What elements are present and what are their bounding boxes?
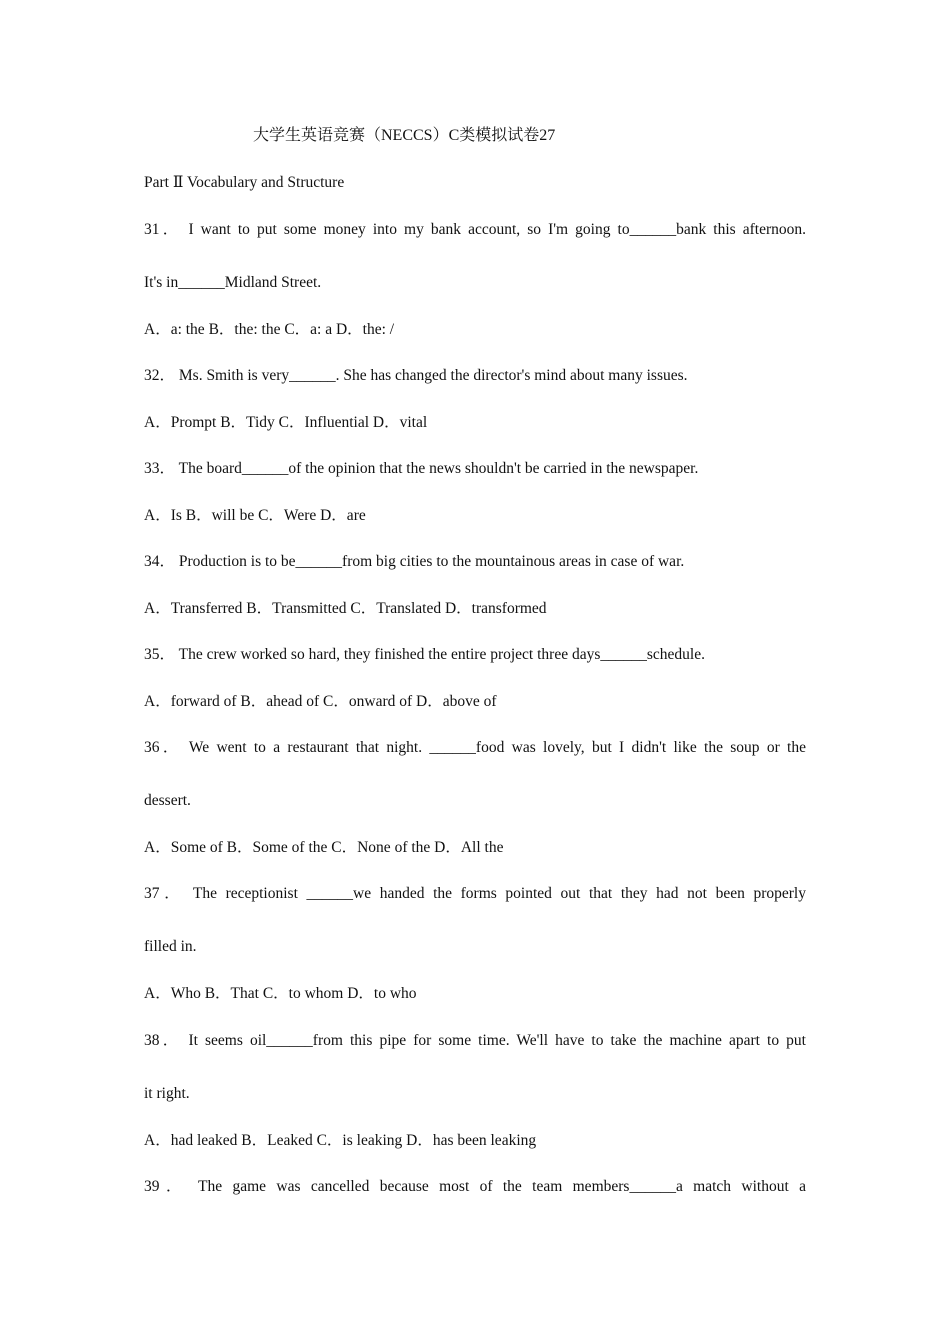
question-36-stem-continued: dessert. — [144, 792, 191, 809]
question-33-options: A．Is B．will be C．Were D．are — [144, 507, 366, 524]
question-35-stem: 35． The crew worked so hard, they finished the entire project three days______schedule. — [144, 646, 705, 663]
question-37-stem: 37． The receptionist ______we handed the forms pointed out that they had not been properly — [144, 885, 806, 902]
section-heading: Part Ⅱ Vocabulary and Structure — [144, 174, 345, 191]
question-34-stem: 34． Production is to be______from big cities to the mountainous areas in case of war. — [144, 553, 685, 570]
question-33-stem: 33． The board______of the opinion that the news shouldn't be carried in the newspaper. — [144, 460, 699, 477]
question-31-stem-continued: It's in______Midland Street. — [144, 274, 322, 291]
question-31-options: A．a: the B．the: the C．a: a D．the: / — [144, 321, 395, 338]
question-37-options: A．Who B．That C．to whom D．to who — [144, 985, 417, 1002]
question-38-stem: 38． It seems oil______from this pipe for some time. We'll have to take the machine apart to put — [144, 1032, 806, 1049]
document-title: 大学生英语竞赛（NECCS）C类模拟试卷27 — [253, 127, 556, 144]
question-36-options: A．Some of B．Some of the C．None of the D．All the — [144, 839, 504, 856]
question-36-stem: 36． We went to a restaurant that night. ______food was lovely, but I didn't like the soup or the — [144, 739, 806, 756]
question-32-options: A．Prompt B．Tidy C．Influential D．vital — [144, 414, 428, 431]
question-32-stem: 32． Ms. Smith is very______. She has changed the director's mind about many issues. — [144, 367, 688, 384]
question-35-options: A．forward of B．ahead of C．onward of D．above of — [144, 693, 497, 710]
question-34-options: A．Transferred B．Transmitted C．Translated D．transformed — [144, 600, 547, 617]
question-39-stem: 39． The game was cancelled because most of the team members______a match without a — [144, 1178, 806, 1195]
question-31-stem: 31． I want to put some money into my bank account, so I'm going to______bank this afternoon. — [144, 221, 806, 238]
question-38-options: A．had leaked B．Leaked C．is leaking D．has been leaking — [144, 1132, 537, 1149]
question-38-stem-continued: it right. — [144, 1085, 190, 1102]
question-37-stem-continued: filled in. — [144, 938, 197, 955]
